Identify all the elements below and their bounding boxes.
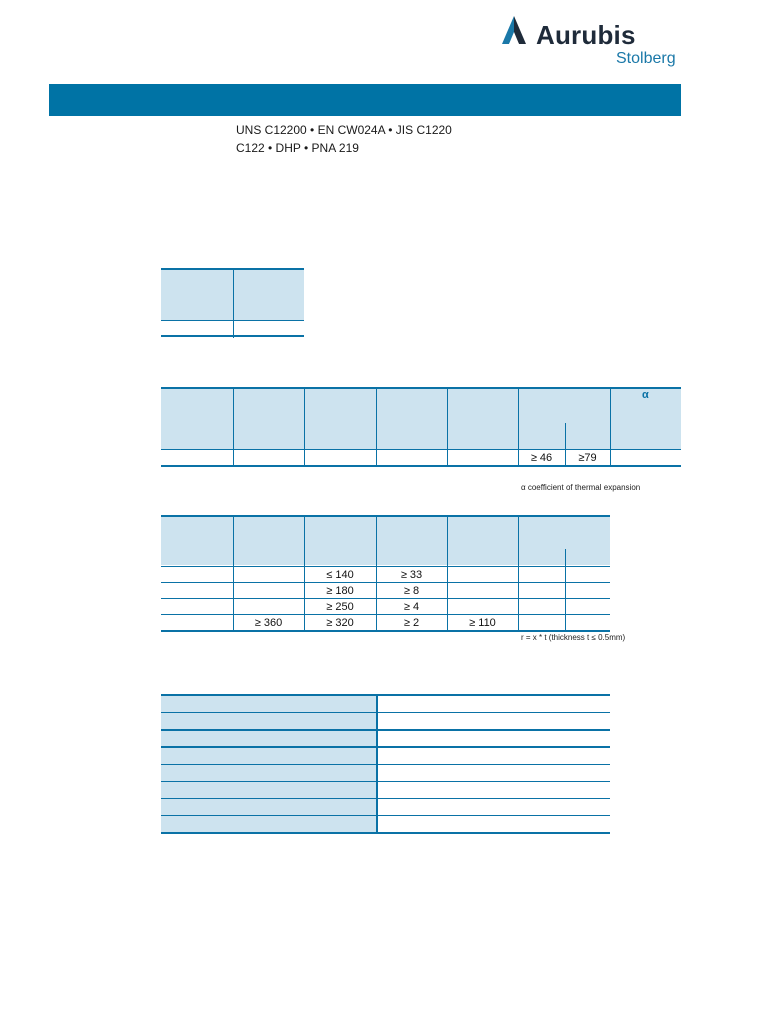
row-divider	[161, 598, 610, 599]
logo-wordmark: Aurubis	[536, 20, 636, 50]
bend-radius-note: r = x * t (thickness t ≤ 0.5mm)	[521, 633, 626, 642]
row-divider	[161, 320, 304, 321]
table-bottom-rule	[161, 630, 610, 632]
row-divider	[161, 566, 610, 567]
column-divider	[304, 387, 305, 467]
designation-line-1: UNS C12200 • EN CW024A • JIS C1220	[236, 123, 452, 137]
subcolumn-divider	[565, 549, 566, 632]
column-divider	[610, 387, 611, 467]
table-cell: ≥ 360	[254, 617, 283, 629]
row-divider	[161, 746, 610, 748]
row-divider	[161, 582, 610, 583]
thermal-expansion-note: α coefficient of thermal expansion	[521, 483, 641, 492]
table-bottom-rule	[161, 465, 681, 467]
logo-mark-icon	[500, 14, 536, 46]
row-divider	[161, 449, 681, 450]
title-bar	[49, 84, 681, 116]
composition-table	[161, 268, 304, 338]
row-divider	[161, 764, 610, 765]
table-cell: ≥ 180	[326, 585, 354, 597]
designation-line-2: C122 • DHP • PNA 219	[236, 141, 359, 155]
table-cell: ≥ 110	[469, 617, 496, 629]
physical-properties-table	[161, 387, 681, 467]
row-divider	[161, 815, 610, 816]
table-cell: ≥ 4	[403, 601, 420, 613]
column-divider	[447, 387, 448, 467]
table-bottom-rule	[161, 335, 304, 337]
conductivity-value: ≥ 46	[530, 452, 553, 464]
aurubis-logo	[500, 14, 690, 70]
table-cell: ≥ 33	[400, 569, 423, 581]
property-list-table	[161, 694, 610, 835]
column-divider	[233, 387, 234, 467]
row-divider	[161, 798, 610, 799]
table-cell: ≥ 2	[403, 617, 420, 629]
logo-subtitle: Stolberg	[616, 50, 676, 67]
row-divider	[161, 712, 610, 713]
column-divider	[376, 387, 377, 467]
table-cell: ≥ 8	[403, 585, 420, 597]
row-divider	[161, 781, 610, 782]
table-cell: ≥ 320	[326, 617, 354, 629]
column-divider	[233, 268, 234, 338]
row-divider	[161, 729, 610, 731]
mechanical-properties-table	[161, 515, 610, 633]
alpha-symbol: α	[642, 389, 649, 401]
table-cell: ≤ 140	[326, 569, 354, 581]
mechanical-header	[161, 515, 610, 565]
row-divider	[161, 614, 610, 615]
table-cell: ≥ 250	[326, 601, 354, 613]
physical-header	[161, 387, 681, 449]
table-bottom-rule	[161, 832, 610, 834]
table-top-rule	[161, 694, 610, 696]
conductivity-value: ≥79	[578, 452, 597, 464]
